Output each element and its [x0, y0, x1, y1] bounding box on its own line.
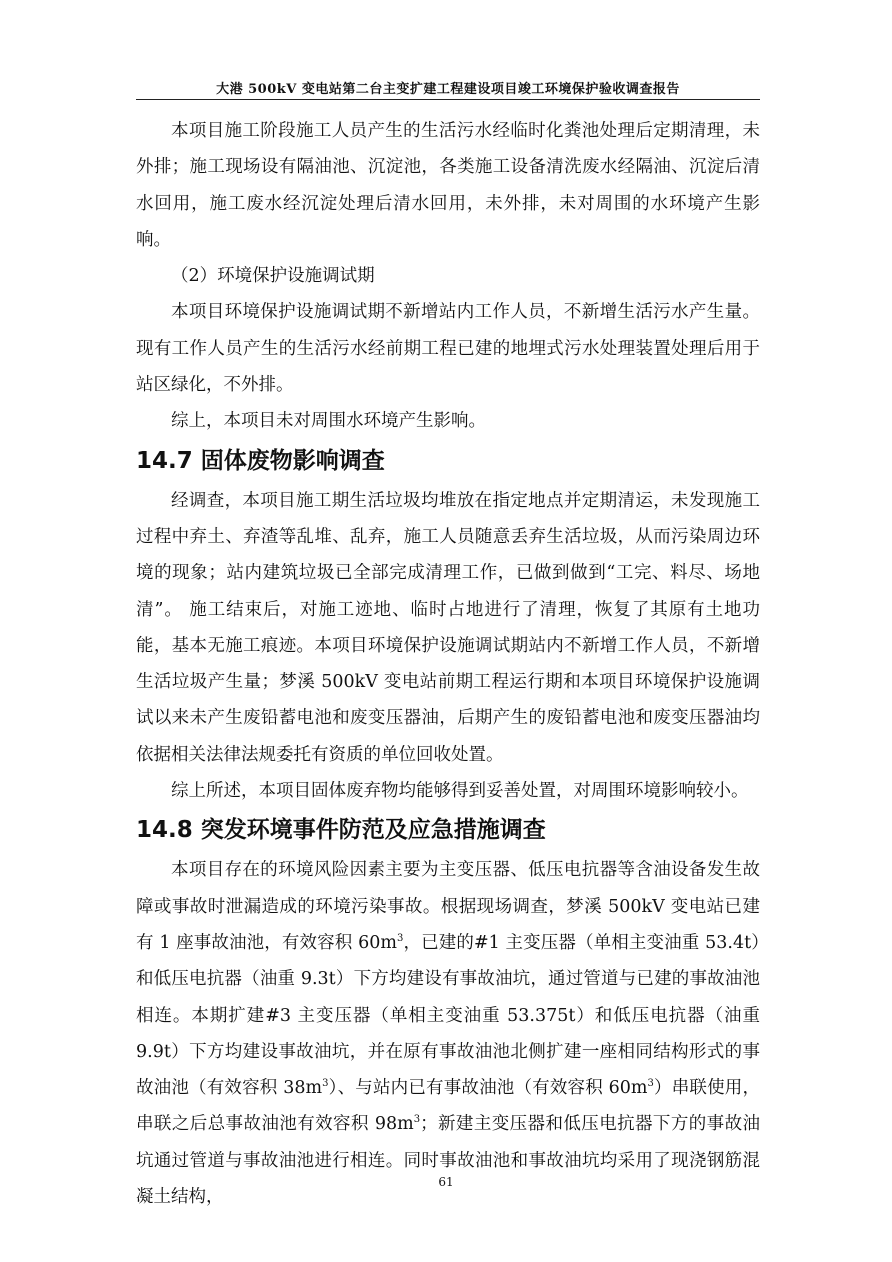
text-run: ）、与站内已有事故油池（有效容积 60m — [328, 1078, 648, 1099]
paragraph-water-conclusion: 综上，本项目未对周围水环境产生影响。 — [171, 411, 486, 432]
paragraph-construction-wastewater: 本项目施工阶段施工人员产生的生活污水经临时化粪池处理后定期清理，未外排；施工现场设有隔油池、沉淀池，各类施工设备清洗废水经隔油、沉淀后清水回用，施工废水经沉淀处理后清水回用，未外排，未对周围的水环境产生影响。 — [136, 121, 760, 250]
paragraph-emergency-measures — [136, 852, 760, 1215]
text-run: 本项目存在的环境风险因素主要为主变压器、低压电抗器等含油设备发生故障或事故时泄漏造成的环境污染事故。根据现场调查，梦溪 500kV 变电站已建有 1 座事故油池，有效容积 60m — [136, 860, 760, 953]
text-run: ）串联使用，串联之后总事故油池有效容积 98m — [136, 1078, 760, 1135]
page-number: 61 — [438, 1175, 454, 1189]
superscript: 3 — [322, 1078, 329, 1090]
paragraph-commissioning-wastewater: 本项目环境保护设施调试期不新增站内工作人员，不新增生活污水产生量。现有工作人员产生的生活污水经前期工程已建的地埋式污水处理装置处理后用于站区绿化，不外排。 — [136, 302, 760, 396]
body-text — [136, 113, 760, 1215]
subheading-commissioning-period: （2）环境保护设施调试期 — [171, 266, 375, 287]
paragraph-solid-waste-survey: 经调查，本项目施工期生活垃圾均堆放在指定地点并定期清运，未发现施工过程中弃土、弃渣等乱堆、乱弃，施工人员随意丢弃生活垃圾，从而污染周边环境的现象；站内建筑垃圾已全部完成清理工作，已做到做到“工完、料尽、场地清”。 施工结束后，对施工迹地、临时占地进行了清理，恢复了其原有土地功能，基本无施工痕迹。本项目环境保护设施调试期站内不新增工作人员，不新增生活垃圾产生量；梦溪 500kV 变电站前期工程运行期和本项目环境保护设施调试以来未产生废铅蓄电池和废变压器油，后期产生的废铅蓄电池和废变压器油均依据相关法律法规委托有资质的单位回收处置。 — [136, 490, 760, 765]
superscript: 3 — [413, 1114, 421, 1126]
text-run: ；新建主变压器和低压电抗器下方的事故油坑通过管道与事故油池进行相连。同时事故油池和事故油坑均采用了现浇钢筋混凝土结构， — [136, 1114, 760, 1208]
paragraph-solid-waste-conclusion: 综上所述，本项目固体废弃物均能够得到妥善处置，对周围环境影响较小。 — [171, 781, 749, 802]
running-header: 大港 500kV 变电站第二台主变扩建工程建设项目竣工环境保护验收调查报告 — [216, 82, 680, 97]
section-heading-solid-waste: 14.7 固体废物影响调查 — [136, 447, 385, 474]
header-rule — [136, 99, 760, 100]
section-heading-emergency: 14.8 突发环境事件防范及应急措施调查 — [136, 817, 546, 844]
superscript: 3 — [397, 933, 404, 945]
superscript: 3 — [647, 1078, 654, 1090]
text-run: ，已建的#1 主变压器（单相主变油重 53.4t）和低压电抗器（油重 9.3t）下方均建设有事故油坑，通过管道与已建的事故油池相连。本期扩建#3 主变压器（单相主变油重 53.375t）和低压电抗器（油重 9.9t）下方均建设事故油坑，并在原有事故油池北侧扩建一座相同结构形式的事故油池（有效容积 38m — [136, 932, 760, 1099]
